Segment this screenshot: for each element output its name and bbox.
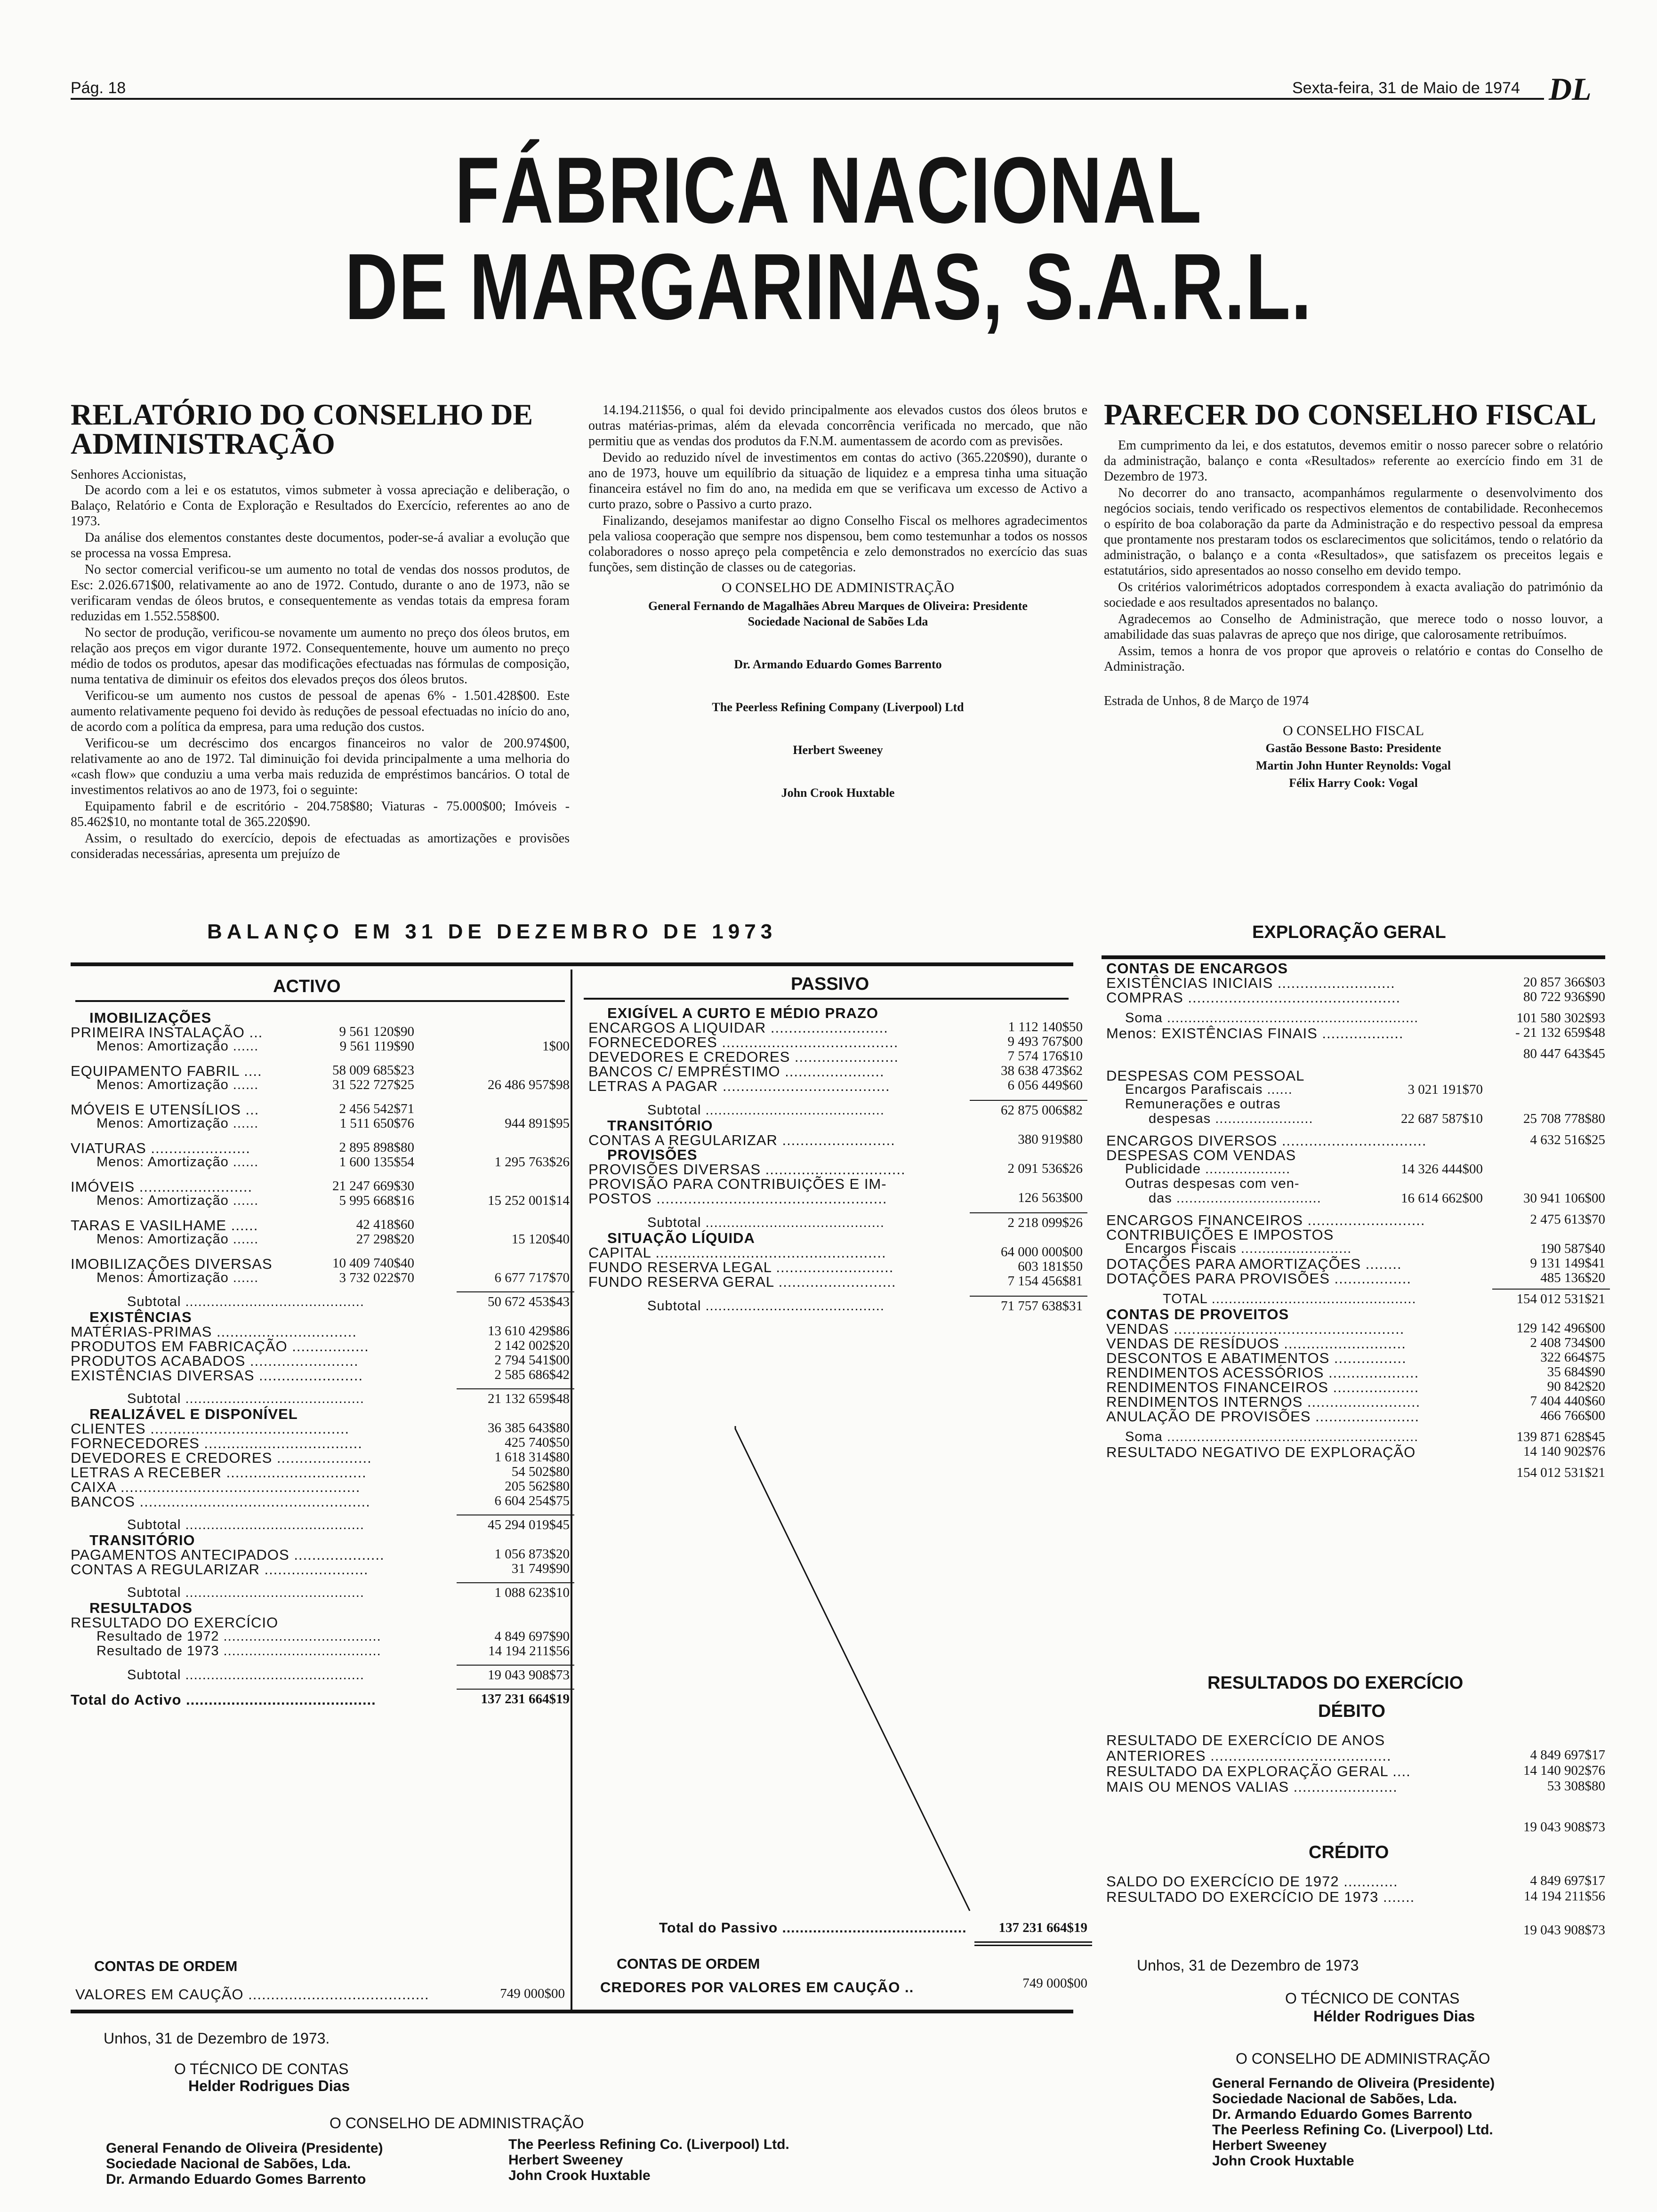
row-value-a: 3 021 191$70	[1408, 1082, 1483, 1097]
row-value-b: 2 218 099$26	[1007, 1215, 1083, 1230]
row-value-b: 466 766$00	[1540, 1408, 1605, 1423]
row-label: Menos: Amortização ......	[97, 1077, 259, 1092]
relatorio-paragraph: No sector comercial verificou-se um aumento no total de vendas dos nossos produtos, de Esc: 2.026.671$00, relativamente ao ano de 1972. Contudo, durante o ano de 1973, não se verificaram vendas de óleos brutos, e consequentemente as vendas totais da empresa foram reduzidas em 1.552.558$00.	[71, 562, 570, 624]
row-value-b: 1 056 873$20	[494, 1547, 570, 1562]
row-value-b: 54 502$80	[511, 1464, 570, 1479]
header-rule	[71, 98, 1544, 100]
row-value-b: 2 142 002$20	[494, 1338, 570, 1353]
board-member: General Fernando de Magalhães Abreu Marques de Oliveira: Presidente	[648, 599, 1028, 613]
row-value-a: 16 614 662$00	[1401, 1191, 1483, 1206]
row-label: Subtotal ..........................................	[127, 1585, 364, 1600]
row-value-b: 35 684$90	[1547, 1364, 1605, 1379]
row-label: RESULTADO DO EXERCÍCIO	[71, 1614, 279, 1631]
row-label: Subtotal ..........................................	[127, 1391, 364, 1406]
row-value-b: 6 056 449$60	[1007, 1078, 1083, 1093]
resultados-board-member: Dr. Armando Eduardo Gomes Barrento	[1212, 2107, 1472, 2122]
board-title: O CONSELHO DE ADMINISTRAÇÃO	[721, 580, 955, 595]
resultados-board-member: Herbert Sweeney	[1212, 2138, 1327, 2153]
row-label: Subtotal ..........................................	[127, 1667, 364, 1683]
row-label: RESULTADO DE EXERCÍCIO DE ANOS	[1106, 1732, 1385, 1748]
row-label: DEVEDORES E CREDORES .....................	[71, 1450, 372, 1466]
row-label: TARAS E VASILHAME ......	[71, 1217, 258, 1234]
row-value-b: 425 740$50	[505, 1435, 570, 1450]
row-label: FORNECEDORES .......................................	[588, 1034, 899, 1050]
row-label: ENCARGOS FINANCEIROS ..........................	[1106, 1212, 1425, 1228]
row-label: Menos: Amortização ......	[97, 1116, 259, 1131]
row-value-b: 944 891$95	[505, 1116, 570, 1131]
passivo-rule	[584, 998, 1069, 1000]
row-label: PRIMEIRA INSTALAÇÃO ...	[71, 1024, 263, 1041]
parecer-column	[1104, 400, 1603, 791]
row-value-b: 1$00	[542, 1039, 570, 1054]
row-value-b: 80 447 643$45	[1523, 1046, 1605, 1061]
row-label: Outras despesas com ven-	[1125, 1176, 1300, 1191]
row-value-b: 101 580 302$93	[1516, 1010, 1605, 1026]
row-label: CAPITAL ...................................................	[588, 1244, 886, 1261]
row-label: VIATURAS ......................	[71, 1140, 250, 1156]
row-value-a: 42 418$60	[356, 1217, 414, 1232]
row-value-a: 14 326 444$00	[1401, 1162, 1483, 1177]
balanco-board-right	[508, 2137, 789, 2183]
parecer-paragraph: Em cumprimento da lei, e dos estatutos, devemos emitir o nosso parecer sobre o relatório da administração, balanço e conta «Resultados» referente ao exercício findo em 31 de Dezembro de 1973.	[1104, 438, 1603, 484]
row-label: MAIS OU MENOS VALIAS .......................	[1106, 1779, 1398, 1795]
row-label: RESULTADO DO EXERCÍCIO DE 1973 .......	[1106, 1889, 1415, 1905]
subtotal-rule	[970, 1212, 1087, 1213]
balanco-tecnico-title: O TÉCNICO DE CONTAS	[174, 2060, 349, 2077]
relatorio-paragraph: Verificou-se um decréscimo dos encargos financeiros no valor de 200.974$00, relativamente ao ano de 1972. Tal diminuição foi devida principalmente a uma melhoria do «cash flow» que conduziu a uma verba mais reduzida de empréstimos bancários. O total de investimentos relativos ao ano de 1973, foi o seguinte:	[71, 736, 570, 797]
passivo-strike-line	[725, 1426, 979, 1915]
row-value-b: 13 610 429$86	[488, 1323, 570, 1338]
row-value-b: 6 604 254$75	[494, 1493, 570, 1508]
row-value-a: 58 009 685$23	[332, 1063, 414, 1078]
parecer-paragraph: Agradecemos ao Conselho de Administração, que merece todo o nosso louvor, a amabilidade das suas palavras de apreço que nos dirige, que calorosamente retribuímos.	[1104, 612, 1603, 642]
row-label: CLIENTES ............................................	[71, 1420, 350, 1437]
resultados-board-member: John Crook Huxtable	[1212, 2153, 1354, 2169]
row-value-b: 20 857 366$03	[1523, 975, 1605, 990]
section-heading: RESULTADOS	[89, 1600, 193, 1616]
row-value-a: 10 409 740$40	[332, 1256, 414, 1271]
row-value-b: 14 140 902$76	[1523, 1763, 1605, 1778]
section-heading: EXISTÊNCIAS	[89, 1309, 192, 1325]
passivo-ordem: CONTAS DE ORDEM	[617, 1956, 760, 1972]
row-label: FUNDO RESERVA GERAL ..........................	[588, 1274, 896, 1290]
section-heading: CONTAS DE PROVEITOS	[1106, 1306, 1289, 1322]
resultados-title: RESULTADOS DO EXERCÍCIO	[1207, 1673, 1464, 1693]
activo-table	[71, 1010, 570, 1932]
row-label: PAGAMENTOS ANTECIPADOS ....................	[71, 1547, 385, 1563]
relatorio-paragraph: Assim, o resultado do exercício, depois de efectuadas as amortizações e provisões consideradas necessárias, apresenta um prejuízo de	[71, 831, 570, 861]
row-label: Soma ...........................................................	[1125, 1010, 1419, 1026]
row-value-b: 7 154 456$81	[1007, 1274, 1083, 1289]
parecer-paragraph: Assim, temos a honra de vos propor que aproveis o relatório e contas do Conselho de Administração.	[1104, 644, 1603, 674]
row-label: PROVISÃO PARA CONTRIBUIÇÕES E IM-	[588, 1176, 887, 1192]
row-value-a: 2 456 542$71	[339, 1101, 414, 1116]
activo-rule	[75, 1000, 565, 1002]
caucao-label: VALORES EM CAUÇÃO ........................................	[75, 1986, 429, 2003]
row-value-b: 1 295 763$26	[494, 1154, 570, 1170]
balanco-board-member: The Peerless Refining Co. (Liverpool) Ltd.	[508, 2137, 789, 2152]
credito-total: 19 043 908$73	[1523, 1923, 1605, 1938]
row-label: Subtotal ..........................................	[127, 1517, 364, 1532]
row-value-b: 19 043 908$73	[488, 1667, 570, 1683]
row-label: POSTOS ...................................................	[588, 1190, 887, 1207]
passivo-table	[588, 1005, 1083, 1428]
balanco-board-member: Sociedade Nacional de Sabões, Lda.	[106, 2156, 351, 2172]
row-value-b: 154 012 531$21	[1516, 1291, 1605, 1306]
debito-table	[1106, 1732, 1605, 1845]
balanco-board-left	[106, 2140, 383, 2187]
row-value-b: 2 408 734$00	[1530, 1335, 1605, 1350]
board-member: John Crook Huxtable	[781, 786, 895, 800]
activo-ordem: CONTAS DE ORDEM	[94, 1958, 238, 1974]
row-label: Menos: Amortização ......	[97, 1039, 259, 1054]
subtotal-rule	[457, 1582, 574, 1583]
row-value-b: 2 091 536$26	[1007, 1161, 1083, 1176]
row-value-b: 21 132 659$48	[488, 1391, 570, 1406]
row-label: RESULTADO NEGATIVO DE EXPLORAÇÃO	[1106, 1444, 1416, 1460]
fiscal-member: Félix Harry Cook: Vogal	[1289, 776, 1418, 790]
row-value-a: 9 561 120$90	[339, 1024, 414, 1039]
row-value-b: 14 194 211$56	[488, 1643, 570, 1659]
row-label: Menos: Amortização ......	[97, 1154, 259, 1170]
row-label: SALDO DO EXERCÍCIO DE 1972 ............	[1106, 1873, 1398, 1890]
row-label: BANCOS C/ EMPRÉSTIMO ......................	[588, 1063, 885, 1080]
passivo-total-label: Total do Passivo ..........................................	[659, 1920, 967, 1936]
row-label: DEVEDORES E CREDORES .......................	[588, 1049, 899, 1065]
row-label: EXISTÊNCIAS INICIAIS ..........................	[1106, 975, 1395, 991]
balanco-board-member: Dr. Armando Eduardo Gomes Barrento	[106, 2172, 366, 2187]
subtotal-rule	[457, 1689, 574, 1690]
row-value-b: 15 252 001$14	[488, 1193, 570, 1208]
row-value-b: 9 493 767$00	[1007, 1034, 1083, 1049]
row-value-b: 64 000 000$00	[1001, 1244, 1083, 1259]
credores-value: 749 000$00	[1022, 1976, 1087, 1991]
row-label: despesas .......................	[1149, 1111, 1313, 1126]
balanco-tecnico-name: Helder Rodrigues Dias	[188, 2077, 350, 2094]
parecer-place: Estrada de Unhos, 8 de Março de 1974	[1104, 694, 1309, 708]
balanco-board-member: Herbert Sweeney	[508, 2152, 623, 2168]
row-value-b: 38 638 473$62	[1001, 1063, 1083, 1078]
section-heading: CONTAS DE ENCARGOS	[1106, 960, 1288, 977]
balanco-board-member: John Crook Huxtable	[508, 2168, 651, 2183]
row-label: Menos: Amortização ......	[97, 1270, 259, 1285]
exploracao-title: EXPLORAÇÃO GERAL	[1252, 922, 1446, 942]
subtotal-rule	[457, 1388, 574, 1389]
row-value-b: 90 842$20	[1547, 1379, 1605, 1394]
row-value-b: 190 587$40	[1540, 1241, 1605, 1256]
activo-heading: ACTIVO	[273, 977, 341, 996]
relatorio-paragraphs-2	[588, 402, 1087, 575]
row-value-b: 36 385 643$80	[488, 1420, 570, 1435]
parecer-paragraphs	[1104, 438, 1603, 674]
issue-date: Sexta-feira, 31 de Maio de 1974	[1292, 79, 1520, 97]
row-label: ENCARGOS A LIQUIDAR ..........................	[588, 1019, 888, 1036]
row-label: IMOBILIZAÇÕES DIVERSAS	[71, 1256, 273, 1272]
balanco-place: Unhos, 31 de Dezembro de 1973.	[104, 2030, 330, 2047]
balanco-top-rule	[71, 962, 1073, 966]
row-value-b: - 21 132 659$48	[1515, 1025, 1605, 1040]
row-label: LETRAS A RECEBER ...............................	[71, 1464, 367, 1481]
board-member: Sociedade Nacional de Sabões Lda	[748, 615, 928, 628]
row-label: Resultado de 1972 .....................................	[97, 1629, 381, 1644]
row-label: Soma ...........................................................	[1125, 1429, 1419, 1444]
row-value-b: 129 142 496$00	[1516, 1321, 1605, 1336]
passivo-heading: PASSIVO	[791, 974, 869, 994]
row-label: Remunerações e outras	[1125, 1097, 1281, 1112]
row-label: DESPESAS COM VENDAS	[1106, 1147, 1296, 1163]
relatorio-greeting: Senhores Accionistas,	[71, 467, 186, 482]
row-label: LETRAS A PAGAR .....................................	[588, 1078, 890, 1094]
row-label: FORNECEDORES ...................................	[71, 1435, 362, 1451]
exploracao-rule	[1102, 955, 1605, 959]
section-heading: REALIZÁVEL E DISPONÍVEL	[89, 1406, 298, 1422]
subtotal-rule	[970, 1296, 1087, 1297]
row-value-b: 1 618 314$80	[494, 1450, 570, 1465]
row-label: Resultado de 1973 .....................................	[97, 1643, 381, 1659]
resultados-board-member: Sociedade Nacional de Sabões, Lda.	[1212, 2091, 1457, 2107]
balanco-divider	[571, 970, 572, 2010]
page-number: Pág. 18	[71, 79, 126, 97]
dl-logo-icon: DL	[1549, 71, 1592, 107]
row-value-a: 2 895 898$80	[339, 1140, 414, 1155]
row-label: TOTAL ................................................	[1163, 1291, 1416, 1306]
row-value-b: 62 875 006$82	[1001, 1103, 1083, 1118]
relatorio-paragraph: Devido ao reduzido nível de investimentos em contas do activo (365.220$90), durante o ano de 1973, houve um equilíbrio da situação de liquidez e a empresa tinha uma situação financeira estável no fim do ano, na medida em que se verificava um excesso de Activo a curto prazo, sobre o Passivo a curto prazo.	[588, 450, 1087, 512]
balanco-conselho-title: O CONSELHO DE ADMINISTRAÇÃO	[330, 2115, 584, 2132]
fiscal-member: Gastão Bessone Basto: Presidente	[1265, 741, 1441, 755]
relatorio-paragraph: Equipamento fabril e de escritório - 204.758$80; Viaturas - 75.000$00; Imóveis - 85.462$10, no montante total de 365.220$90.	[71, 799, 570, 829]
row-label: DESCONTOS E ABATIMENTOS ................	[1106, 1350, 1407, 1366]
row-value-b: 205 562$80	[505, 1479, 570, 1494]
resultados-board	[1212, 2076, 1495, 2169]
row-label: Menos: EXISTÊNCIAS FINAIS ..................	[1106, 1025, 1404, 1042]
debito-heading: DÉBITO	[1318, 1701, 1385, 1721]
row-label: FUNDO RESERVA LEGAL ..........................	[588, 1259, 894, 1275]
row-value-a: 21 247 669$30	[332, 1178, 414, 1194]
row-value-b: 2 475 613$70	[1530, 1212, 1605, 1227]
row-label: Total do Activo ..........................................	[71, 1691, 376, 1708]
passivo-total-rule	[974, 1941, 1092, 1943]
section-heading: SITUAÇÃO LÍQUIDA	[607, 1230, 755, 1246]
row-value-a: 27 298$20	[356, 1232, 414, 1247]
row-label: BANCOS ...................................................	[71, 1493, 370, 1510]
row-label: das ..................................	[1149, 1191, 1321, 1206]
row-value-b: 80 722 936$90	[1523, 989, 1605, 1004]
row-value-b: 485 136$20	[1540, 1270, 1605, 1285]
credito-heading: CRÉDITO	[1309, 1843, 1389, 1862]
row-value-b: 4 849 697$17	[1530, 1747, 1605, 1763]
row-label: IMÓVEIS .........................	[71, 1178, 253, 1195]
row-label: Publicidade ....................	[1125, 1162, 1291, 1177]
row-label: DOTAÇÕES PARA PROVISÕES .................	[1106, 1270, 1411, 1287]
resultados-place: Unhos, 31 de Dezembro de 1973	[1137, 1957, 1359, 1974]
row-value-b: 322 664$75	[1540, 1350, 1605, 1365]
row-label: Subtotal ..........................................	[647, 1103, 885, 1118]
row-value-b: 15 120$40	[511, 1232, 570, 1247]
row-value-a: 31 522 727$25	[332, 1077, 414, 1092]
exploracao-table	[1106, 960, 1605, 1666]
resultados-tecnico-name: Hélder Rodrigues Dias	[1313, 2008, 1475, 2025]
section-heading: TRANSITÓRIO	[89, 1532, 195, 1548]
row-value-b: 26 486 957$98	[488, 1077, 570, 1092]
row-value-b: 9 131 149$41	[1530, 1256, 1605, 1271]
row-value-b: 137 231 664$19	[481, 1691, 570, 1707]
row-value-b: 380 919$80	[1018, 1132, 1083, 1147]
board-member: Dr. Armando Eduardo Gomes Barrento	[734, 657, 942, 671]
relatorio-paragraph: De acordo com a lei e os estatutos, vimos submeter à vossa apreciação e deliberação, o Balaço, Relatório e Conta de Exploração e Resultados do Exercício, referentes ao ano de 1973.	[71, 483, 570, 529]
credito-table	[1106, 1873, 1605, 1939]
row-value-a: 22 687 587$10	[1401, 1111, 1483, 1126]
row-value-b: 1 112 140$50	[1008, 1019, 1083, 1034]
row-label: RENDIMENTOS FINANCEIROS ...................	[1106, 1379, 1419, 1395]
resultados-conselho-title: O CONSELHO DE ADMINISTRAÇÃO	[1236, 2050, 1490, 2067]
section-heading: IMOBILIZAÇÕES	[89, 1010, 212, 1026]
debito-total: 19 043 908$73	[1523, 1819, 1605, 1835]
row-label: CAIXA .....................................................	[71, 1479, 361, 1495]
passivo-total-rule-2	[974, 1945, 1092, 1946]
row-label: RENDIMENTOS ACESSÓRIOS ....................	[1106, 1364, 1419, 1381]
row-label: Menos: Amortização ......	[97, 1232, 259, 1247]
section-heading: TRANSITÓRIO	[607, 1117, 713, 1134]
relatorio-heading: RELATÓRIO DO CONSELHO DE ADMINISTRAÇÃO	[71, 398, 533, 460]
fiscal-list	[1104, 740, 1603, 791]
row-value-b: 154 012 531$21	[1516, 1465, 1605, 1480]
row-label: CONTAS A REGULARIZAR .......................	[71, 1561, 369, 1578]
fiscal-title: O CONSELHO FISCAL	[1282, 723, 1424, 738]
row-value-b: 53 308$80	[1547, 1779, 1605, 1794]
relatorio-paragraph: 14.194.211$56, o qual foi devido principalmente aos elevados custos dos óleos brutos e outras matérias-primas, além da elevada concorrência verificada no mercado, que não permitiu que as vendas dos produtos da F.N.M. aumentassem de acordo com as previsões.	[588, 403, 1087, 449]
parecer-paragraph: Os critérios valorimétricos adoptados correspondem à exacta avaliação do património da sociedade e aos resultados apresentados no balanço.	[1104, 580, 1603, 610]
credores-label: CREDORES POR VALORES EM CAUÇÃO ..	[600, 1979, 914, 1996]
row-value-b: 45 294 019$45	[488, 1517, 570, 1532]
board-list	[588, 598, 1087, 801]
resultados-board-member: The Peerless Refining Co. (Liverpool) Ltd.	[1212, 2122, 1493, 2138]
row-label: ENCARGOS DIVERSOS ................................	[1106, 1132, 1427, 1149]
row-value-b: 7 404 440$60	[1530, 1394, 1605, 1409]
subtotal-rule	[970, 1100, 1087, 1101]
row-label: VENDAS DE RESÍDUOS ...........................	[1106, 1335, 1406, 1352]
row-value-b: 14 140 902$76	[1523, 1444, 1605, 1459]
row-label: VENDAS ...................................................	[1106, 1321, 1405, 1337]
row-value-b: 7 574 176$10	[1007, 1049, 1083, 1064]
parecer-paragraph: No decorrer do ano transacto, acompanhámos regularmente o desenvolvimento dos negócios sociais, tendo verificado os respectivos elementos de contabilidade. Reconhecemos o espírito de boa colaboração da parte da Administração e do respectivo pessoal da empresa que prontamente nos prestaram todos os esclarecimentos que solicitámos, tendo o relatório da administração, o balanço e a conta «Resultados», que satisfazem os preceitos legais e estatutários, sido apresentados ao nosso conselho em devido tempo.	[1104, 486, 1603, 578]
fiscal-member: Martin John Hunter Reynolds: Vogal	[1255, 759, 1451, 772]
row-value-b: 4 632 516$25	[1530, 1132, 1605, 1147]
row-label: PROVISÕES DIVERSAS ...............................	[588, 1161, 906, 1178]
row-value-b: 4 849 697$17	[1530, 1873, 1605, 1888]
relatorio-column-2	[588, 402, 1087, 801]
row-value-b: 31 749$90	[511, 1561, 570, 1576]
passivo-total-value: 137 231 664$19	[998, 1920, 1087, 1935]
relatorio-paragraph: Da análise dos elementos constantes deste documentos, poder-se-á avaliar a evolução que se processa na vossa Empresa.	[71, 530, 570, 561]
subtotal-rule	[1492, 1289, 1610, 1290]
row-label: Subtotal ..........................................	[647, 1298, 885, 1314]
row-label: DOTAÇÕES PARA AMORTIZAÇÕES ........	[1106, 1256, 1402, 1272]
resultados-board-member: General Fernando de Oliveira (Presidente)	[1212, 2076, 1495, 2091]
parecer-heading: PARECER DO CONSELHO FISCAL	[1104, 398, 1597, 431]
row-value-b: 25 708 778$80	[1523, 1111, 1605, 1126]
row-label: CONTAS A REGULARIZAR .........................	[588, 1132, 895, 1148]
row-value-b: 603 181$50	[1018, 1259, 1083, 1274]
row-label: RENDIMENTOS INTERNOS .........................	[1106, 1394, 1421, 1410]
row-value-b: 1 088 623$10	[494, 1585, 570, 1600]
relatorio-paragraph: Verificou-se um aumento nos custos de pessoal de apenas 6% - 1.501.428$00. Este aumento relativamente pequeno foi devido às reduções de pessoal efectuadas no início do ano, de acordo com a política da empresa, para uma redução dos custos.	[71, 689, 570, 734]
row-value-b: 139 871 628$45	[1516, 1429, 1605, 1444]
relatorio-paragraph: No sector de produção, verificou-se novamente um aumento no preço dos óleos brutos, em relação aos preços em vigor durante 1972. Consequentemente, houve um aumento no preço médio de todos os produtos, apesar das modificações efectuadas nas fórmulas de composição, numa tentativa de diminuir os efeitos dos elevados preços dos óleos brutos.	[71, 625, 570, 687]
row-label: Encargos Parafiscais ......	[1125, 1082, 1293, 1097]
balanco-board-member: General Fenando de Oliveira (Presidente)	[106, 2140, 383, 2156]
row-value-b: 2 794 541$00	[494, 1353, 570, 1368]
row-value-b: 50 672 453$43	[488, 1294, 570, 1309]
row-value-b: 126 563$00	[1018, 1190, 1083, 1205]
row-label: ANULAÇÃO DE PROVISÕES .......................	[1106, 1408, 1420, 1425]
relatorio-paragraph: Finalizando, desejamos manifestar ao digno Conselho Fiscal os melhores agradecimentos pela valiosa cooperação que sempre nos dispensou, bem como testemunhar a todos os nossos colaboradores o nosso apreço pela competência e zelo demonstrados no exercício das suas funções, sem distinção de classes ou de categorias.	[588, 513, 1087, 575]
title-line-1: FÁBRICA NACIONAL	[455, 138, 1202, 243]
row-label: RESULTADO DA EXPLORAÇÃO GERAL ....	[1106, 1763, 1411, 1779]
caucao-value: 749 000$00	[500, 1986, 565, 2001]
row-label: EXISTÊNCIAS DIVERSAS .......................	[71, 1367, 363, 1384]
row-label: Subtotal ..........................................	[647, 1215, 885, 1230]
row-value-a: 5 995 668$16	[339, 1193, 414, 1208]
row-label: COMPRAS ...............................................	[1106, 989, 1401, 1006]
section-heading: PROVISÕES	[607, 1146, 698, 1163]
balanco-bottom-rule	[71, 2010, 1073, 2013]
row-label: PRODUTOS EM FABRICAÇÃO .................	[71, 1338, 369, 1354]
row-value-a: 3 732 022$70	[339, 1270, 414, 1285]
row-label: Menos: Amortização ......	[97, 1193, 259, 1208]
row-label: Encargos Fiscais ..........................	[1125, 1241, 1352, 1256]
row-label: Subtotal ..........................................	[127, 1294, 364, 1309]
row-value-a: 1 511 650$76	[339, 1116, 414, 1131]
row-label: MATÉRIAS-PRIMAS ...............................	[71, 1323, 357, 1340]
relatorio-column	[71, 400, 570, 863]
row-value-a: 9 561 119$90	[339, 1039, 414, 1054]
resultados-tecnico-title: O TÉCNICO DE CONTAS	[1285, 1990, 1460, 2007]
subtotal-rule	[457, 1291, 574, 1292]
row-label: CONTRIBUIÇÕES E IMPOSTOS	[1106, 1226, 1334, 1243]
row-label: DESPESAS COM PESSOAL	[1106, 1067, 1305, 1084]
board-member: Herbert Sweeney	[793, 743, 883, 757]
row-label: PRODUTOS ACABADOS ........................	[71, 1353, 359, 1369]
row-value-b: 6 677 717$70	[494, 1270, 570, 1285]
title-line-2: DE MARGARINAS, S.A.R.L.	[345, 234, 1312, 339]
row-value-b: 4 849 697$90	[494, 1629, 570, 1644]
row-value-b: 71 757 638$31	[1001, 1298, 1083, 1314]
row-label: EQUIPAMENTO FABRIL ....	[71, 1063, 262, 1079]
relatorio-paragraphs	[71, 482, 570, 862]
section-heading: EXIGÍVEL A CURTO E MÉDIO PRAZO	[607, 1005, 879, 1021]
row-value-b: 30 941 106$00	[1523, 1191, 1605, 1206]
row-label: ANTERIORES ........................................	[1106, 1747, 1392, 1764]
row-label: MÓVEIS E UTENSÍLIOS ...	[71, 1101, 259, 1118]
row-value-b: 2 585 686$42	[494, 1367, 570, 1382]
balanco-title: BALANÇO EM 31 DE DEZEMBRO DE 1973	[207, 920, 777, 943]
row-value-b: 14 194 211$56	[1524, 1889, 1605, 1904]
board-member: The Peerless Refining Company (Liverpool) Ltd	[712, 700, 964, 714]
row-value-a: 1 600 135$54	[339, 1154, 414, 1170]
subtotal-rule	[457, 1665, 574, 1666]
